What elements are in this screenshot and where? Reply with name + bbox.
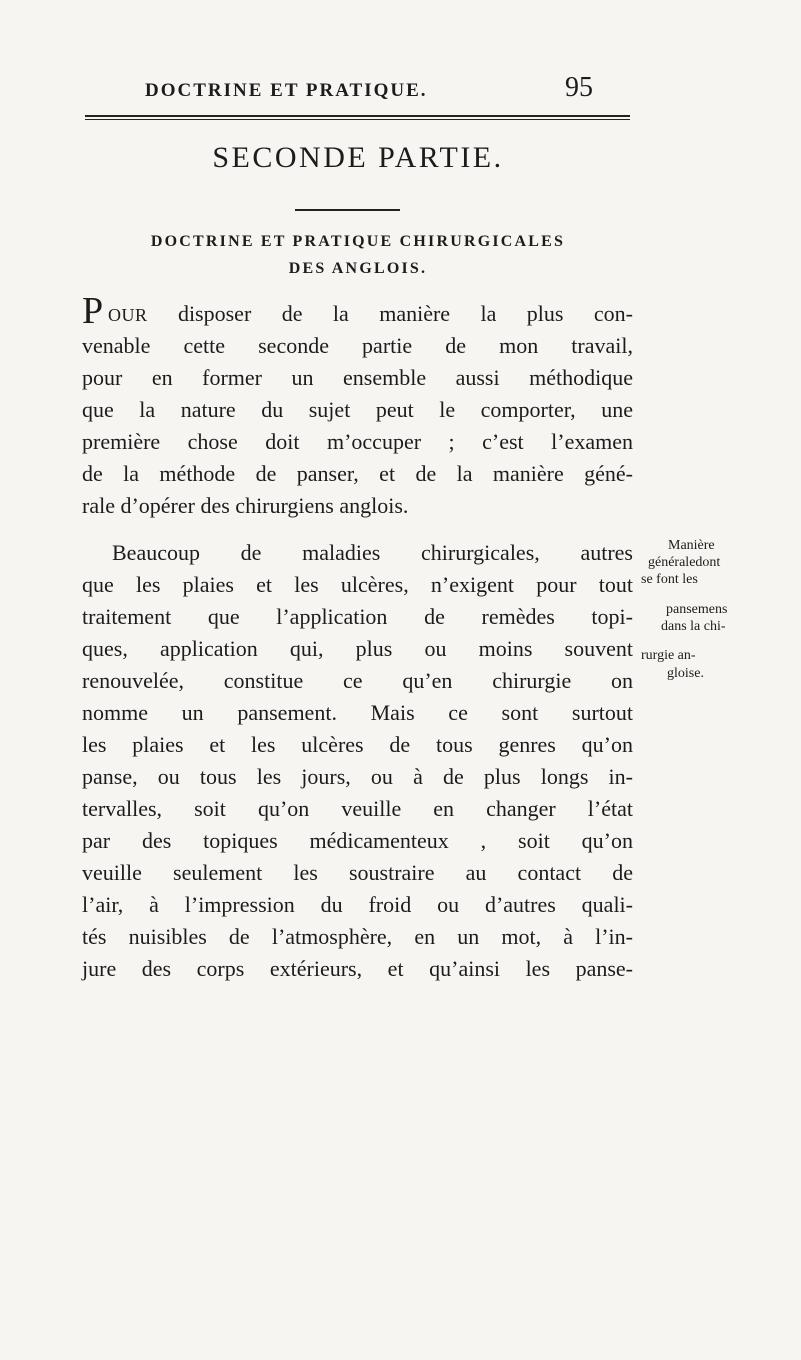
part-title: SECONDE PARTIE.	[212, 141, 504, 174]
paragraph-1-line: pour en former un ensemble aussi méthodique	[82, 365, 633, 390]
paragraph-2-line: tés nuisibles de l’atmosphère, en un mot, à l’in-	[82, 924, 633, 949]
margin-note-line: se font les	[641, 572, 698, 587]
paragraph-1-line-1	[108, 299, 633, 330]
title-rule	[295, 209, 400, 211]
running-head: DOCTRINE ET PRATIQUE.	[145, 80, 428, 101]
margin-note-line: dans la chi-	[661, 619, 726, 634]
section-title-line-1: DOCTRINE ET PRATIQUE CHIRURGICALES	[150, 233, 566, 250]
paragraph-2-line: que les plaies et les ulcères, n’exigent pour tout	[82, 572, 633, 597]
margin-note-line: Manière	[668, 538, 715, 553]
section-title-line-2: DES ANGLOIS.	[288, 260, 428, 277]
drop-cap: P	[82, 290, 104, 332]
paragraph-1-line: de la méthode de panser, et de la manière géné-	[82, 461, 633, 486]
margin-note-line: généraledont	[648, 555, 721, 570]
page-number: 95	[565, 72, 593, 103]
paragraph-2-line: renouvelée, constitue ce qu’en chirurgie on	[82, 668, 633, 693]
first-line-text: disposer de la manière la plus con-	[147, 301, 633, 326]
paragraph-2-line: nomme un pansement. Mais ce sont surtout	[82, 700, 633, 725]
margin-note-line: rurgie an-	[641, 648, 696, 663]
paragraph-2-line: par des topiques médicamenteux , soit qu’on	[82, 828, 633, 853]
paragraph-2-line: ques, application qui, plus ou moins souvent	[82, 636, 633, 661]
paragraph-2-line: les plaies et les ulcères de tous genres qu’on	[82, 732, 633, 757]
paragraph-2-line: Beaucoup de maladies chirurgicales, autres	[112, 540, 633, 565]
header-double-rule	[85, 115, 630, 120]
paragraph-2-line: traitement que l’application de remèdes topi-	[82, 604, 633, 629]
margin-note-line: pansemens	[666, 602, 728, 617]
paragraph-1-line: venable cette seconde partie de mon travail,	[82, 333, 633, 358]
small-caps-word: OUR	[108, 305, 148, 325]
paragraph-2-line: veuille seulement les soustraire au contact de	[82, 860, 633, 885]
paragraph-1-line: rale d’opérer des chirurgiens anglois.	[82, 493, 409, 518]
paragraph-2-line: l’air, à l’impression du froid ou d’autres quali-	[82, 892, 633, 917]
margin-note-line: gloise.	[667, 666, 704, 681]
paragraph-2-line: jure des corps extérieurs, et qu’ainsi les panse-	[82, 956, 633, 981]
paragraph-2-line: tervalles, soit qu’on veuille en changer l’état	[82, 796, 633, 821]
paragraph-2-line: panse, ou tous les jours, ou à de plus longs in-	[82, 764, 633, 789]
paragraph-1-line: première chose doit m’occuper ; c’est l’examen	[82, 429, 633, 454]
paragraph-1-line: que la nature du sujet peut le comporter, une	[82, 397, 633, 422]
